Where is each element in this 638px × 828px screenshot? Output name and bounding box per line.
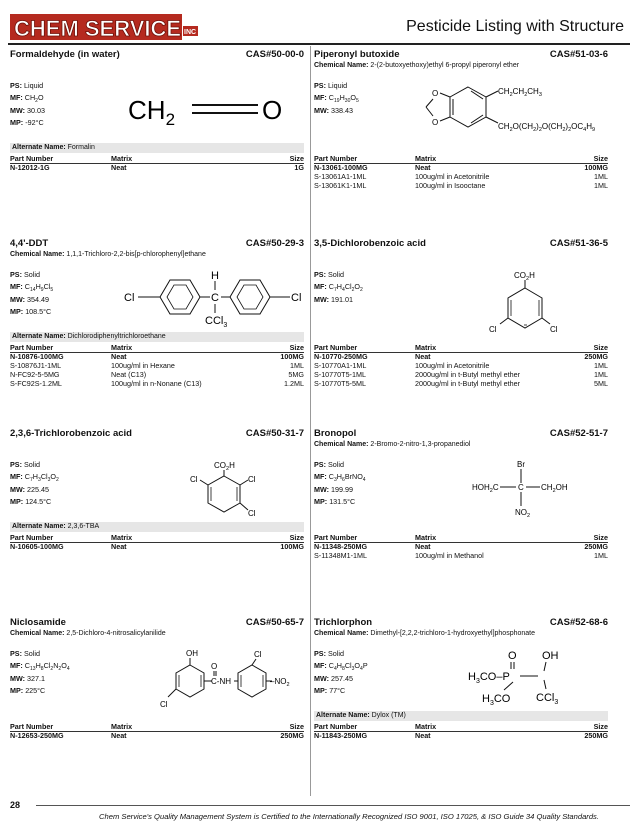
col-size: Size	[593, 533, 608, 542]
matrix: Neat (C13)	[111, 370, 147, 379]
compound-card-trichlorobenzoic-acid	[10, 428, 304, 558]
ps-label: PS:	[314, 649, 326, 658]
chemical-name-label: Chemical Name:	[314, 62, 369, 69]
struct-o-2: O	[432, 118, 439, 127]
size: 1.2ML	[284, 379, 304, 388]
matrix: 100ug/ml in Acetonitrile	[415, 361, 490, 370]
size: 1ML	[594, 172, 608, 181]
mw-label: MW:	[314, 484, 330, 494]
ps-label: PS:	[10, 81, 22, 90]
footer-rule	[36, 805, 630, 806]
col-size: Size	[289, 533, 304, 542]
chemical-name-value: 2-(2-butoxyethoxy)ethyl 6-propyl piperonyl ether	[370, 62, 520, 69]
compound-name: Niclosamide	[10, 617, 66, 628]
col-matrix: Matrix	[415, 154, 437, 163]
part-number: S-13061K1-1ML	[314, 181, 367, 190]
mw-value: 257.45	[331, 673, 354, 683]
mp-value: 131.5°C	[329, 497, 356, 507]
struct-cooh: $CO_2H$	[514, 271, 535, 282]
struct-hoh2c: $HOH_2C$	[472, 483, 499, 494]
size: 5ML	[594, 379, 608, 388]
struct-no2: $NO_2$	[515, 508, 531, 519]
matrix: 2000ug/ml in t-Butyl methyl ether	[415, 370, 521, 379]
size: 1ML	[290, 361, 304, 370]
col-matrix: Matrix	[415, 533, 437, 542]
mf-value: $C_{19}H_{30}O_5$	[328, 93, 359, 105]
mw-value: 199.99	[331, 484, 354, 494]
matrix: 100ug/ml in Acetonitrile	[415, 172, 490, 181]
col-part-number: Part Number	[314, 343, 358, 352]
parts-row[interactable]	[314, 542, 608, 551]
col-matrix: Matrix	[111, 343, 133, 352]
struct-cl-3: Cl	[248, 509, 256, 518]
ps-label: PS:	[314, 81, 326, 90]
properties	[10, 81, 130, 130]
matrix: 2000ug/ml in t-Butyl methyl ether	[415, 379, 521, 388]
part-number: S-10770T5-1ML	[314, 370, 366, 379]
compound-card-niclosamide	[10, 617, 304, 747]
part-number: N-12653-250MG	[10, 731, 64, 740]
chemical-name-value: 1,1,1-Trichloro-2,2-bis[p-chlorophenyl]ethane	[66, 251, 206, 258]
struct-cl-2: Cl	[550, 325, 558, 334]
alt-value: 2,3,6-TBA	[67, 523, 100, 530]
col-part-number: Part Number	[10, 722, 54, 731]
cas-number: CAS#50-31-7	[245, 428, 304, 439]
matrix: Neat	[415, 542, 431, 551]
struct-cl-1: Cl	[489, 325, 497, 334]
ps-label: PS:	[314, 460, 326, 469]
structure-bronopol	[470, 458, 600, 520]
matrix: Neat	[111, 731, 127, 740]
compound-name: Piperonyl butoxide	[314, 49, 400, 60]
matrix: Neat	[415, 163, 431, 172]
compound-card-ddt	[10, 238, 304, 388]
part-number: N-11843-250MG	[314, 731, 368, 740]
ps-value: Solid	[327, 460, 344, 469]
ps-value: Solid	[23, 460, 40, 469]
matrix: 100ug/ml in Methanol	[415, 551, 484, 560]
struct-br: Br	[517, 460, 525, 469]
mp-label: MP:	[314, 686, 328, 696]
col-size: Size	[593, 343, 608, 352]
ps-value: Liquid	[327, 81, 348, 90]
cas-number: CAS#50-29-3	[245, 238, 304, 249]
chemical-name	[314, 440, 470, 449]
parts-row[interactable]	[314, 551, 608, 560]
mp-label: MP:	[10, 307, 24, 317]
mw-value: 354.49	[27, 294, 50, 304]
alt-value: Dylox (TM)	[371, 712, 406, 719]
struct-cl-left: Cl	[124, 292, 135, 304]
page-title: Pesticide Listing with Structure	[406, 18, 624, 35]
col-matrix: Matrix	[111, 722, 133, 731]
mw-label: MW:	[10, 484, 26, 494]
compound-name: 4,4'-DDT	[10, 238, 49, 249]
col-part-number: Part Number	[314, 154, 358, 163]
matrix: 100ug/ml in n-Nonane (C13)	[111, 379, 202, 388]
parts-row[interactable]	[10, 731, 304, 740]
cas-number: CAS#51-03-6	[549, 49, 608, 60]
col-part-number: Part Number	[10, 343, 54, 352]
size: 1ML	[594, 361, 608, 370]
compound-card-bronopol	[314, 428, 608, 558]
struct-chain-1: $CH_2CH_2CH_3$	[498, 87, 542, 98]
alternate-name	[10, 332, 304, 342]
matrix: 100ug/ml in Isooctane	[415, 181, 486, 190]
col-size: Size	[593, 154, 608, 163]
mf-value: $C_3H_6BrNO_4$	[328, 472, 366, 484]
structure-formaldehyde	[120, 85, 300, 135]
size: 1G	[294, 163, 304, 172]
mw-label: MW:	[314, 294, 330, 304]
chemical-name-label: Chemical Name:	[314, 441, 369, 448]
mw-value: 327.1	[27, 673, 46, 683]
mp-label: MP:	[314, 497, 328, 507]
mw-label: MW:	[314, 673, 330, 683]
chemical-name-value: 2,5-Dichloro-4-nitrosalicylanilide	[66, 630, 166, 637]
cas-number: CAS#50-00-0	[245, 49, 304, 60]
struct-o: O	[211, 662, 218, 671]
struct-o: O	[508, 650, 517, 662]
matrix: Neat	[415, 731, 431, 740]
matrix: Neat	[415, 352, 431, 361]
alternate-name	[10, 143, 304, 153]
mf-label: MF:	[314, 93, 327, 103]
mf-value: $C_7H_4Cl_2O_2$	[328, 282, 363, 294]
part-number: N-11348-250MG	[314, 542, 368, 551]
cas-number: CAS#52-68-6	[549, 617, 608, 628]
header-rule	[8, 43, 630, 45]
mp-value: 124.5°C	[25, 497, 52, 507]
parts-row[interactable]	[314, 181, 608, 190]
struct-c: C	[211, 292, 219, 304]
chemical-name	[10, 250, 206, 259]
col-part-number: Part Number	[314, 533, 358, 542]
structure-piperonyl-butoxide	[418, 79, 608, 139]
struct-h3co: $H_3CO$	[482, 693, 511, 707]
compound-name: 3,5-Dichlorobenzoic acid	[314, 238, 426, 249]
properties	[314, 81, 434, 118]
mw-value: 191.01	[331, 294, 354, 304]
mp-value: 77°C	[329, 686, 346, 696]
parts-row[interactable]	[314, 172, 608, 181]
struct-h3co-p: $H_3CO-P$	[468, 671, 510, 685]
struct-cl-right: Cl	[291, 292, 302, 304]
mf-label: MF:	[10, 93, 23, 103]
chemical-name	[314, 629, 535, 638]
footer-text: Chem Service's Quality Management System is Certified to the Internationally Recognized ISO 9001, ISO 17025, & ISO Guide 34 Quality Standards.	[99, 812, 599, 821]
part-number: S-11348M1-1ML	[314, 551, 367, 560]
matrix: Neat	[111, 542, 127, 551]
part-number: N-10605-100MG	[10, 542, 64, 551]
struct-cl-2: Cl	[248, 475, 256, 484]
logo-suffix: INC	[184, 29, 197, 36]
parts-row[interactable]	[10, 379, 304, 388]
mw-value: 338.43	[331, 105, 354, 115]
ps-value: Solid	[327, 649, 344, 658]
size: 100MG	[584, 163, 608, 172]
chemical-name-value: 2-Bromo-2-nitro-1,3-propanediol	[370, 441, 471, 448]
mf-value: $C_7H_3Cl_3O_2$	[24, 472, 59, 484]
parts-row[interactable]	[314, 370, 608, 379]
mf-label: MF:	[10, 472, 23, 482]
mf-label: MF:	[10, 282, 23, 292]
col-matrix: Matrix	[415, 722, 437, 731]
compound-card-trichlorphon	[314, 617, 608, 747]
compound-name: Formaldehyde (in water)	[10, 49, 120, 60]
struct-o-1: O	[432, 89, 439, 98]
mf-label: MF:	[314, 661, 327, 671]
col-size: Size	[289, 343, 304, 352]
ps-label: PS:	[10, 649, 22, 658]
mp-value: 225°C	[25, 686, 46, 696]
structure-trichlorobenzoic-acid	[178, 458, 278, 520]
chemical-name-value: Dimethyl-[2,2,2-trichloro-1-hydroxyethyl]phosphonate	[370, 630, 536, 637]
col-part-number: Part Number	[10, 154, 54, 163]
ps-value: Liquid	[23, 81, 44, 90]
structure-niclosamide	[150, 647, 300, 711]
part-number: N-FC92-5-5MG	[10, 370, 60, 379]
part-number: S-10770A1-1ML	[314, 361, 367, 370]
properties	[314, 460, 434, 509]
struct-cooh: $CO_2H$	[214, 461, 235, 472]
col-part-number: Part Number	[314, 722, 358, 731]
alternate-name	[314, 711, 608, 721]
part-number: S-10770T5-5ML	[314, 379, 366, 388]
parts-row[interactable]	[314, 361, 608, 370]
alt-value: Dichlorodiphenyltrichloroethane	[67, 333, 166, 340]
mp-value: -92°C	[25, 118, 44, 128]
column-divider	[310, 46, 311, 796]
size: 250MG	[584, 352, 608, 361]
cas-number: CAS#52-51-7	[549, 428, 608, 439]
struct-ch2: $CH_2$	[128, 95, 176, 129]
struct-no2: $-NO_2$	[270, 677, 290, 688]
part-number: N-10876-100MG	[10, 352, 64, 361]
parts-row[interactable]	[10, 352, 304, 361]
size: 5MG	[288, 370, 304, 379]
properties	[10, 270, 130, 319]
ps-value: Solid	[327, 270, 344, 279]
col-part-number: Part Number	[10, 533, 54, 542]
size: 250MG	[280, 731, 304, 740]
matrix: 100ug/ml in Hexane	[111, 361, 175, 370]
col-size: Size	[593, 722, 608, 731]
struct-cl-1: Cl	[190, 475, 198, 484]
mp-label: MP:	[10, 118, 24, 128]
ps-value: Solid	[23, 649, 40, 658]
parts-row[interactable]	[314, 731, 608, 740]
parts-row[interactable]	[314, 163, 608, 172]
mw-label: MW:	[10, 105, 26, 115]
size: 1ML	[594, 370, 608, 379]
size: 100MG	[280, 542, 304, 551]
struct-cnh: C-NH	[211, 677, 231, 686]
alt-label: Alternate Name:	[12, 523, 66, 530]
mf-value: $CH_2O$	[24, 93, 44, 105]
mf-value: $C_4H_8Cl_3O_4P$	[328, 661, 368, 673]
col-size: Size	[289, 154, 304, 163]
part-number: S-13061A1-1ML	[314, 172, 367, 181]
mw-label: MW:	[314, 105, 330, 115]
page-number: 28	[10, 800, 21, 810]
ps-label: PS:	[314, 270, 326, 279]
logo-text: CHEM SERVICE	[14, 16, 182, 41]
mw-value: 225.45	[27, 484, 50, 494]
part-number: N-12012-1G	[10, 163, 50, 172]
part-number: N-10770-250MG	[314, 352, 368, 361]
matrix: Neat	[111, 352, 127, 361]
alternate-name	[10, 522, 304, 532]
mf-label: MF:	[314, 282, 327, 292]
mp-value: 108.5°C	[25, 307, 52, 317]
ps-value: Solid	[23, 270, 40, 279]
col-size: Size	[289, 722, 304, 731]
mp-label: MP:	[10, 497, 24, 507]
compound-card-dichlorobenzoic-acid	[314, 238, 608, 388]
cas-number: CAS#50-65-7	[245, 617, 304, 628]
parts-row[interactable]	[10, 542, 304, 551]
mw-value: 30.03	[27, 105, 46, 115]
parts-row[interactable]	[314, 352, 608, 361]
part-number: S-FC92S-1.2ML	[10, 379, 62, 388]
ps-label: PS:	[10, 460, 22, 469]
struct-chain-2: $CH_2O(CH_2)_2O(CH_2)_2OC_4H_9$	[498, 122, 596, 133]
size: 100MG	[280, 352, 304, 361]
struct-o: O	[262, 95, 283, 125]
chemical-name-label: Chemical Name:	[10, 251, 65, 258]
struct-ch2oh: $CH_2OH$	[541, 483, 568, 494]
col-matrix: Matrix	[111, 533, 133, 542]
mf-label: MF:	[10, 661, 23, 671]
structure-trichlorphon	[464, 647, 584, 709]
compound-card-piperonyl-butoxide	[314, 49, 608, 189]
col-matrix: Matrix	[111, 154, 133, 163]
parts-row[interactable]	[10, 163, 304, 172]
struct-cl-1: Cl	[160, 700, 168, 709]
cas-number: CAS#51-36-5	[549, 238, 608, 249]
mw-label: MW:	[10, 294, 26, 304]
ps-label: PS:	[10, 270, 22, 279]
alt-value: Formalin	[67, 144, 95, 151]
part-number: S-10876J1-1ML	[10, 361, 62, 370]
struct-oh: OH	[186, 649, 198, 658]
compound-name: 2,3,6-Trichlorobenzoic acid	[10, 428, 132, 439]
properties	[10, 649, 130, 698]
size: 250MG	[584, 731, 608, 740]
struct-h: H	[211, 270, 219, 282]
parts-row[interactable]	[314, 379, 608, 388]
alt-label: Alternate Name:	[12, 144, 66, 151]
size: 250MG	[584, 542, 608, 551]
struct-ccl3: CCl$_3$	[536, 692, 559, 706]
size: 1ML	[594, 181, 608, 190]
chemical-name-label: Chemical Name:	[10, 630, 65, 637]
chemical-name	[314, 61, 519, 70]
mf-label: MF:	[314, 472, 327, 482]
compound-name: Bronopol	[314, 428, 357, 439]
properties	[314, 649, 434, 698]
struct-oh: OH	[542, 650, 559, 662]
chemical-name	[10, 629, 166, 638]
chem-service-logo	[10, 12, 198, 42]
mf-value: $C_{13}H_8Cl_2N_2O_4$	[24, 661, 70, 673]
struct-cl-2: Cl	[254, 650, 262, 659]
alt-label: Alternate Name:	[12, 333, 66, 340]
struct-c: C	[518, 483, 524, 492]
col-matrix: Matrix	[415, 343, 437, 352]
struct-ccl3: CCl$_3$	[205, 315, 228, 329]
part-number: N-13061-100MG	[314, 163, 368, 172]
mp-label: MP:	[10, 686, 24, 696]
matrix: Neat	[111, 163, 127, 172]
properties	[10, 460, 130, 509]
alt-label: Alternate Name:	[316, 712, 370, 719]
parts-row[interactable]	[10, 370, 304, 379]
compound-name: Trichlorphon	[314, 617, 373, 628]
structure-dichlorobenzoic-acid	[480, 268, 570, 334]
mw-label: MW:	[10, 673, 26, 683]
compound-card-formaldehyde	[10, 49, 304, 189]
chemical-name-label: Chemical Name:	[314, 630, 369, 637]
properties	[314, 270, 434, 307]
size: 1ML	[594, 551, 608, 560]
parts-row[interactable]	[10, 361, 304, 370]
structure-ddt	[122, 268, 306, 330]
mf-value: $C_{14}H_9Cl_5$	[24, 282, 54, 294]
